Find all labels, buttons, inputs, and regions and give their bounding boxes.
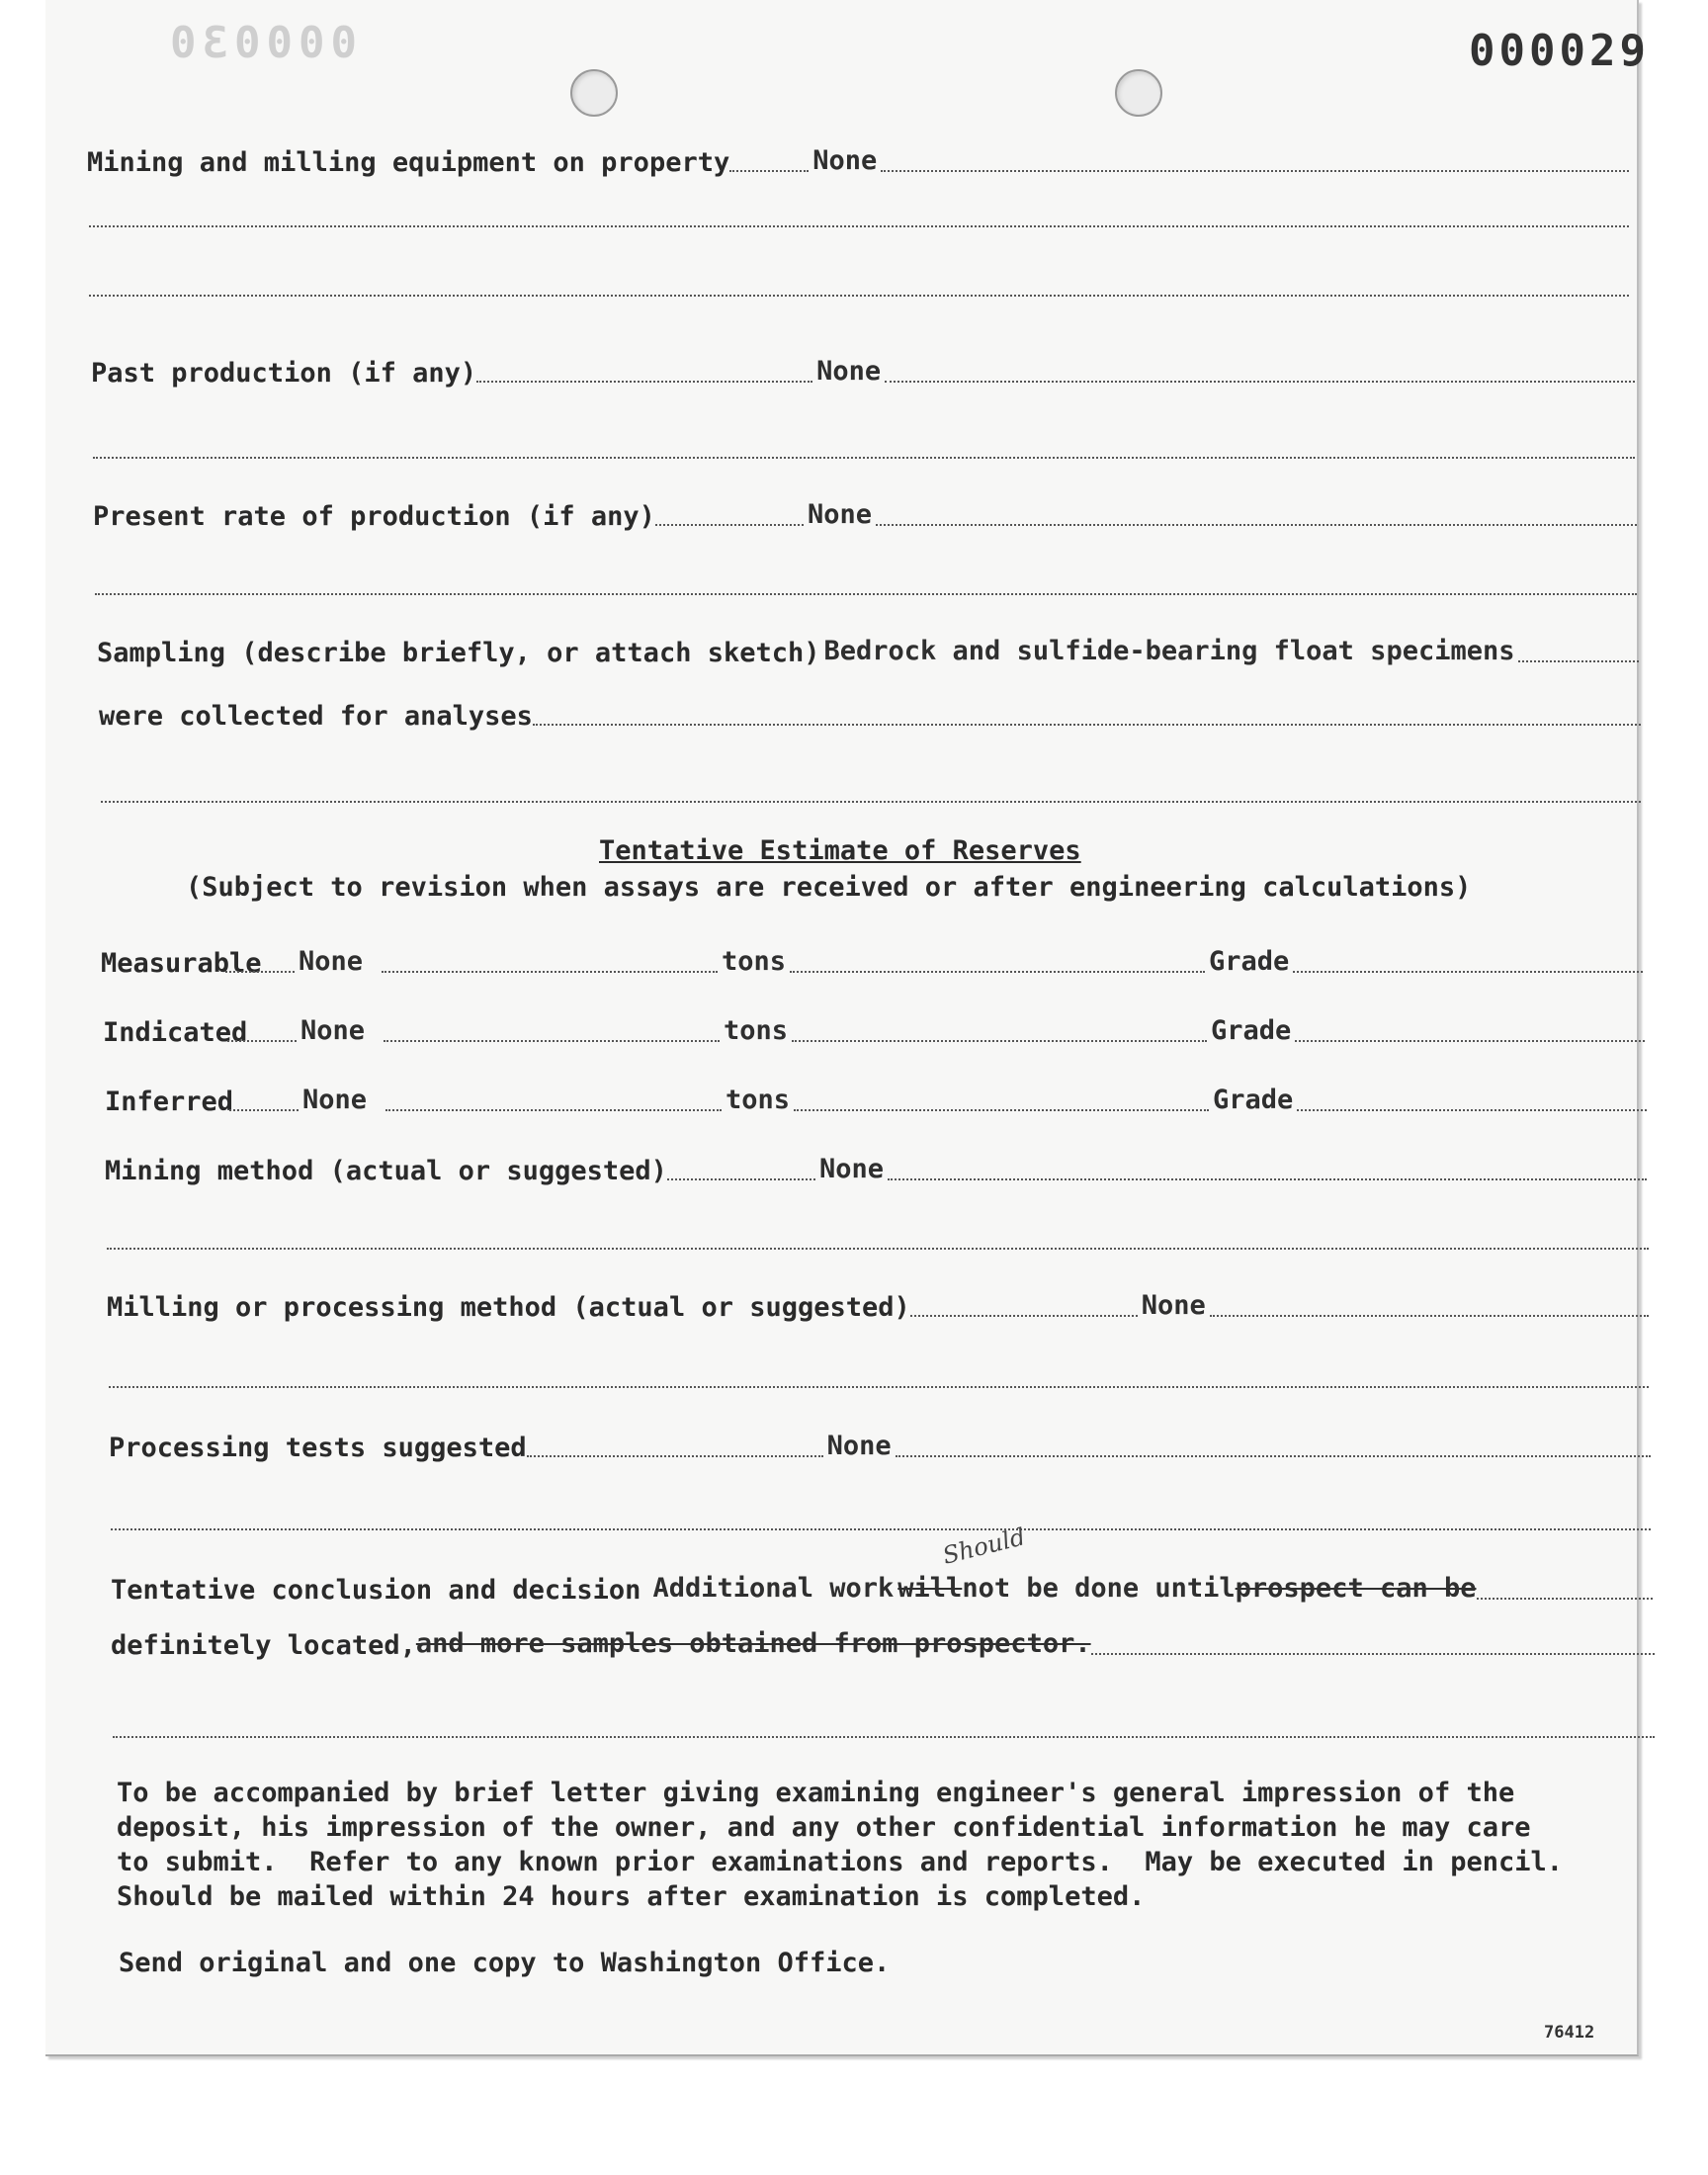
ghost-page-number: 000030 bbox=[164, 18, 357, 68]
send-instruction: Send original and one copy to Washington Office. bbox=[119, 1948, 891, 1978]
mining-equipment-value: None bbox=[812, 145, 878, 176]
reserves-title: Tentative Estimate of Reserves bbox=[599, 835, 1081, 866]
grade-label: Grade bbox=[1211, 1015, 1292, 1046]
reserves-row-indicated bbox=[103, 1008, 1645, 1048]
reserves-value: None bbox=[300, 1015, 366, 1046]
sampling-label: Sampling (describe briefly, or attach sketch) bbox=[97, 638, 820, 668]
tons-label: tons bbox=[722, 946, 787, 977]
reserves-label: Indicated bbox=[103, 1017, 248, 1048]
footer-code: 76412 bbox=[1544, 2023, 1595, 2043]
conclusion-label: Tentative conclusion and decision bbox=[111, 1575, 641, 1606]
present-rate-value: None bbox=[807, 499, 872, 530]
reserves-value: None bbox=[299, 946, 364, 977]
processing-tests-row bbox=[109, 1424, 1651, 1463]
punch-hole-right bbox=[1115, 69, 1162, 117]
instructions-paragraph: To be accompanied by brief letter giving examining engineer's general impression of the deposit, his impression of the owner, and any other confidential information he may care to submit. Refer to any known prior examinations and reports. May be executed in pencil. Should be mailed within 24 hours after examination is completed. bbox=[117, 1778, 1563, 1912]
reserves-subtitle: (Subject to revision when assays are received or after engineering calculations) bbox=[186, 872, 1472, 903]
tons-label: tons bbox=[724, 1015, 789, 1046]
reserves-row-measurable bbox=[101, 939, 1643, 979]
reserves-row-inferred bbox=[105, 1078, 1647, 1117]
milling-method-value: None bbox=[1141, 1290, 1206, 1321]
grade-label: Grade bbox=[1209, 946, 1290, 977]
grade-label: Grade bbox=[1213, 1085, 1294, 1115]
milling-method-label: Milling or processing method (actual or suggested) bbox=[107, 1292, 910, 1323]
processing-tests-label: Processing tests suggested bbox=[109, 1433, 527, 1463]
struck-text-line2: and more samples obtained from prospector. bbox=[415, 1628, 1091, 1659]
blank-line bbox=[101, 801, 1641, 803]
conclusion-continuation-row bbox=[111, 1621, 1655, 1661]
blank-line bbox=[111, 1528, 1651, 1530]
past-production-label: Past production (if any) bbox=[91, 358, 477, 389]
reserves-label: Measurable bbox=[101, 948, 262, 979]
conclusion-text-b: not be done until bbox=[962, 1573, 1236, 1604]
past-production-row bbox=[91, 349, 1635, 389]
sampling-value: Bedrock and sulfide-bearing float specimens bbox=[823, 636, 1515, 666]
blank-line bbox=[109, 1386, 1649, 1388]
mining-method-value: None bbox=[818, 1154, 884, 1184]
sampling-continuation: were collected for analyses bbox=[99, 701, 533, 732]
conclusion-line2: definitely located, bbox=[111, 1630, 416, 1661]
reserves-label: Inferred bbox=[105, 1087, 234, 1117]
tons-label: tons bbox=[726, 1085, 791, 1115]
sampling-row bbox=[97, 629, 1639, 668]
blank-line bbox=[107, 1248, 1649, 1250]
mining-method-label: Mining method (actual or suggested) bbox=[105, 1156, 667, 1186]
blank-line bbox=[113, 1736, 1655, 1738]
struck-word-will: will bbox=[897, 1573, 963, 1604]
mining-equipment-label: Mining and milling equipment on property bbox=[87, 147, 730, 178]
blank-line bbox=[89, 225, 1629, 227]
conclusion-text-a: Additional work bbox=[652, 1573, 895, 1604]
reserves-value: None bbox=[302, 1085, 368, 1115]
mining-equipment-row bbox=[87, 138, 1629, 178]
mining-method-row bbox=[105, 1147, 1647, 1186]
blank-line bbox=[89, 295, 1629, 297]
past-production-value: None bbox=[816, 356, 882, 387]
blank-line bbox=[95, 593, 1637, 595]
present-rate-row bbox=[93, 492, 1637, 532]
milling-method-row bbox=[107, 1283, 1649, 1323]
conclusion-row bbox=[111, 1566, 1653, 1606]
sampling-continuation-row bbox=[99, 692, 1641, 732]
page-number: 000029 bbox=[1469, 26, 1650, 76]
handwritten-correction: Should bbox=[939, 1522, 1028, 1570]
punch-hole-left bbox=[570, 69, 618, 117]
blank-line bbox=[93, 457, 1635, 459]
form-sheet bbox=[45, 0, 1650, 2056]
struck-text-line1: prospect can be bbox=[1235, 1573, 1477, 1604]
present-rate-label: Present rate of production (if any) bbox=[93, 501, 655, 532]
processing-tests-value: None bbox=[826, 1431, 892, 1461]
